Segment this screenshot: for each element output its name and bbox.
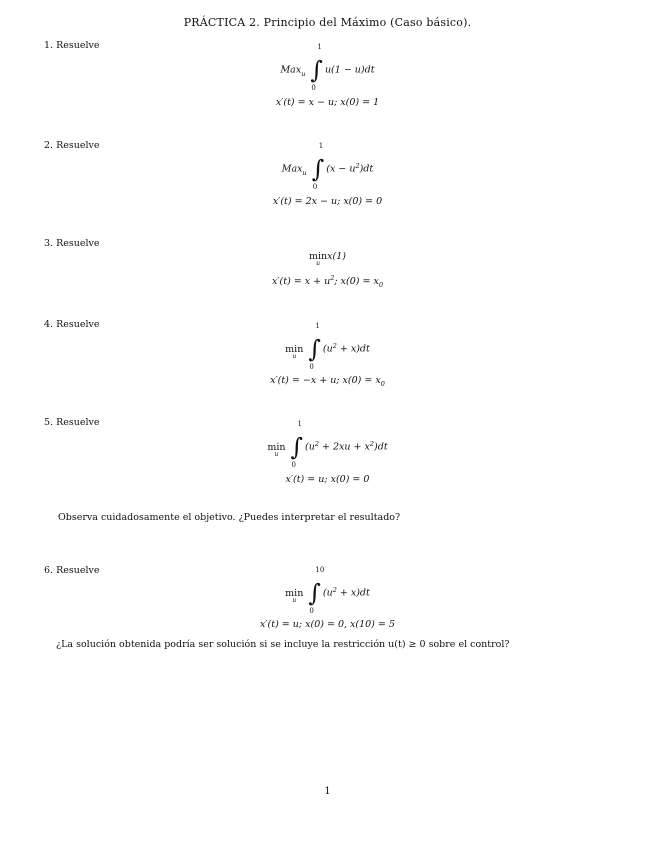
integral-sign: ∫ 1 0 (310, 43, 323, 92)
problem-6-dynamics: x′(t) = u; x(0) = 0, x(10) = 5 (260, 619, 395, 630)
page-number: 1 (324, 786, 331, 797)
problem-6-objective: min u ∫ 10 0 $(u^2 + x)dt$ (285, 566, 370, 615)
problem-3-dynamics: $x'(t) = x + u^2$; $x(0) = x_0$ (272, 274, 383, 289)
page-title: PRÁCTICA 2. Principio del Máximo (Caso básico). (183, 16, 472, 29)
problem-5-note: Observa cuidadosamente el objetivo. ¿Puedes interpretar el resultado? (58, 512, 401, 523)
problem-4-label: 4. Resuelve (44, 319, 100, 330)
integral-sign: ∫ 1 0 (290, 420, 304, 469)
problem-3-label: 3. Resuelve (44, 238, 100, 249)
problem-6-note: ¿La solución obtenida podría ser solución si se incluye la restricción u(t) ≥ 0 sobre el control? (56, 639, 510, 650)
problem-3-objective: min u x(1) (309, 251, 346, 267)
problem-4-objective: min u ∫ 1 0 $(u^2 + x)dt$ (285, 322, 370, 371)
problem-2-objective: Max$_u$ ∫ 1 0 $(x - u^2)dt$ (281, 142, 374, 191)
problem-6-label: 6. Resuelve (44, 565, 100, 576)
integral-sign: ∫ 10 0 (308, 566, 325, 615)
problem-5-objective: min u ∫ 1 0 $(u^2 + 2xu + x^2)dt$ (267, 420, 388, 469)
integral-sign: ∫ 1 0 (311, 142, 325, 191)
problem-2-dynamics: x′(t) = 2x − u; x(0) = 0 (272, 196, 383, 207)
problem-1-label: 1. Resuelve (44, 40, 100, 51)
problem-4-dynamics: x′(t) = −x + u; $x(0) = x_0$ (270, 375, 385, 388)
problem-5-label: 5. Resuelve (44, 417, 100, 428)
problem-2-label: 2. Resuelve (44, 140, 100, 151)
integral-sign: ∫ 1 0 (308, 322, 321, 371)
problem-1-dynamics: x′(t) = x − u; x(0) = 1 (275, 97, 380, 108)
problem-5-dynamics: x′(t) = u; x(0) = 0 (285, 474, 370, 485)
problem-1-objective: Max$_u$ ∫ 1 0 u(1 − u)dt (280, 43, 375, 92)
